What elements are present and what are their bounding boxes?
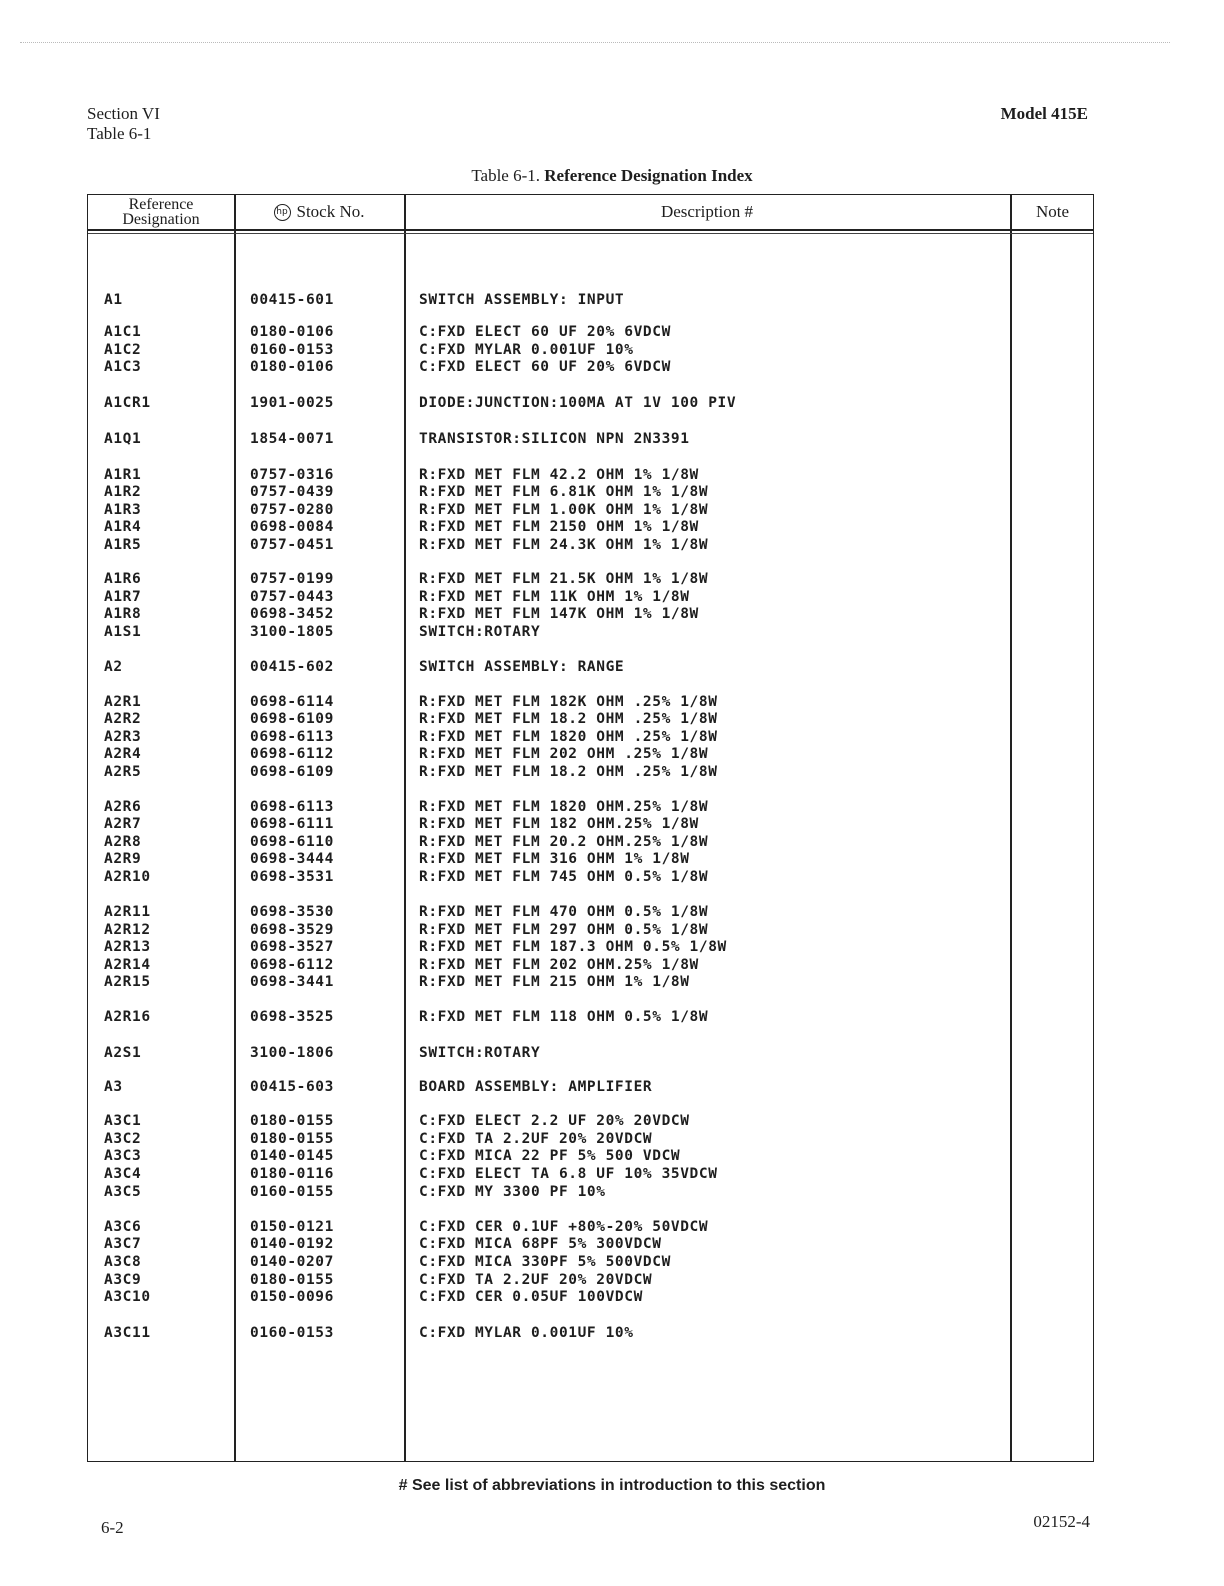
document-code: 02152-4 — [1033, 1512, 1090, 1531]
part-description: R:FXD MET FLM 118 OHM 0.5% 1/8W — [419, 1009, 709, 1025]
table-row — [88, 1235, 1095, 1253]
table-row — [88, 903, 1095, 921]
stock-number: 0698-6109 — [250, 711, 334, 727]
table-row — [88, 1078, 1095, 1096]
stock-number: 0757-0439 — [250, 484, 334, 500]
reference-designation: A2S1 — [104, 1045, 142, 1061]
stock-number: 0757-0280 — [250, 502, 334, 518]
table-row — [88, 745, 1095, 763]
header-divider-inner — [88, 233, 1093, 234]
reference-designation: A2R16 — [104, 1009, 151, 1025]
column-header-note: Note — [1035, 202, 1070, 221]
reference-designation: A2R12 — [104, 922, 151, 938]
table-row — [88, 394, 1095, 412]
table-row — [88, 341, 1095, 359]
part-description: R:FXD MET FLM 182 OHM.25% 1/8W — [419, 816, 699, 832]
reference-designation: A2R5 — [104, 764, 142, 780]
part-description: C:FXD ELECT TA 6.8 UF 10% 35VDCW — [419, 1166, 718, 1182]
table-row — [88, 1165, 1095, 1183]
part-description: BOARD ASSEMBLY: AMPLIFIER — [419, 1079, 653, 1095]
stock-number: 00415-601 — [250, 292, 334, 308]
reference-designation: A2R15 — [104, 974, 151, 990]
table-row — [88, 1271, 1095, 1289]
table-row — [88, 1130, 1095, 1148]
reference-designation: A1R2 — [104, 484, 142, 500]
stock-number: 0180-0155 — [250, 1113, 334, 1129]
reference-designation: A3C1 — [104, 1113, 142, 1129]
column-header-reference — [88, 195, 234, 229]
table-row — [88, 483, 1095, 501]
stock-number: 0757-0199 — [250, 571, 334, 587]
table-row — [88, 938, 1095, 956]
stock-number: 0140-0145 — [250, 1148, 334, 1164]
reference-designation: A2R2 — [104, 711, 142, 727]
table-row — [88, 973, 1095, 991]
reference-designation: A2R10 — [104, 869, 151, 885]
table-row — [88, 588, 1095, 606]
reference-designation: A3C2 — [104, 1131, 142, 1147]
table-row — [88, 501, 1095, 519]
stock-number: 00415-602 — [250, 659, 334, 675]
hp-logo-icon: hp — [274, 204, 291, 221]
table-row — [88, 798, 1095, 816]
table-row — [88, 358, 1095, 376]
part-description: C:FXD CER 0.05UF 100VDCW — [419, 1289, 643, 1305]
table-row — [88, 868, 1095, 886]
stock-number: 0160-0153 — [250, 1325, 334, 1341]
stock-number: 0140-0192 — [250, 1236, 334, 1252]
part-description: SWITCH:ROTARY — [419, 624, 541, 640]
stock-number: 0698-6113 — [250, 729, 334, 745]
model-label: Model 415E — [1000, 104, 1088, 123]
reference-designation: A3 — [104, 1079, 123, 1095]
stock-number: 0698-3531 — [250, 869, 334, 885]
table-row — [88, 815, 1095, 833]
stock-number: 0698-3441 — [250, 974, 334, 990]
table-row — [88, 1253, 1095, 1271]
stock-number: 0757-0443 — [250, 589, 334, 605]
stock-number: 0698-3525 — [250, 1009, 334, 1025]
part-description: C:FXD CER 0.1UF +80%-20% 50VDCW — [419, 1219, 709, 1235]
part-description: R:FXD MET FLM 202 OHM.25% 1/8W — [419, 957, 699, 973]
stock-number: 0698-6112 — [250, 746, 334, 762]
stock-number: 0180-0106 — [250, 324, 334, 340]
part-description: R:FXD MET FLM 1820 OHM .25% 1/8W — [419, 729, 718, 745]
reference-designation: A3C6 — [104, 1219, 142, 1235]
table-row — [88, 323, 1095, 341]
stock-number: 0698-3529 — [250, 922, 334, 938]
part-description: SWITCH ASSEMBLY: INPUT — [419, 292, 625, 308]
table-row — [88, 623, 1095, 641]
stock-number: 0698-6114 — [250, 694, 334, 710]
part-description: R:FXD MET FLM 470 OHM 0.5% 1/8W — [419, 904, 709, 920]
table-row — [88, 956, 1095, 974]
reference-designation: A2R3 — [104, 729, 142, 745]
reference-designation: A2R6 — [104, 799, 142, 815]
table-ref-label: Table 6-1 — [87, 124, 152, 143]
part-description: C:FXD ELECT 2.2 UF 20% 20VDCW — [419, 1113, 690, 1129]
table-row — [88, 291, 1095, 309]
table-row — [88, 605, 1095, 623]
stock-number: 1854-0071 — [250, 431, 334, 447]
reference-designation: A3C7 — [104, 1236, 142, 1252]
reference-designation: A3C11 — [104, 1325, 151, 1341]
column-header-description: Description # — [660, 202, 754, 221]
stock-number: 0180-0106 — [250, 359, 334, 375]
part-description: R:FXD MET FLM 1.00K OHM 1% 1/8W — [419, 502, 709, 518]
column-header-reference-line2: Designation — [122, 211, 200, 228]
stock-number: 00415-603 — [250, 1079, 334, 1095]
part-description: R:FXD MET FLM 21.5K OHM 1% 1/8W — [419, 571, 709, 587]
stock-number: 0180-0155 — [250, 1272, 334, 1288]
table-row — [88, 466, 1095, 484]
reference-designation: A2R7 — [104, 816, 142, 832]
table-row — [88, 1112, 1095, 1130]
part-description: R:FXD MET FLM 316 OHM 1% 1/8W — [419, 851, 690, 867]
part-description: R:FXD MET FLM 11K OHM 1% 1/8W — [419, 589, 690, 605]
reference-designation: A2R11 — [104, 904, 151, 920]
stock-number: 0180-0116 — [250, 1166, 334, 1182]
stock-number: 0698-6112 — [250, 957, 334, 973]
table-row — [88, 1044, 1095, 1062]
table-row — [88, 1218, 1095, 1236]
table-row — [88, 1147, 1095, 1165]
part-description: R:FXD MET FLM 297 OHM 0.5% 1/8W — [419, 922, 709, 938]
part-description: R:FXD MET FLM 147K OHM 1% 1/8W — [419, 606, 699, 622]
reference-designation: A3C9 — [104, 1272, 142, 1288]
part-description: R:FXD MET FLM 202 OHM .25% 1/8W — [419, 746, 709, 762]
stock-number: 3100-1806 — [250, 1045, 334, 1061]
section-header — [87, 104, 160, 144]
part-description: C:FXD MICA 330PF 5% 500VDCW — [419, 1254, 671, 1270]
part-description: R:FXD MET FLM 20.2 OHM.25% 1/8W — [419, 834, 709, 850]
table-row — [88, 850, 1095, 868]
stock-number: 0698-6110 — [250, 834, 334, 850]
scan-edge-line — [20, 42, 1170, 43]
part-description: R:FXD MET FLM 42.2 OHM 1% 1/8W — [419, 467, 699, 483]
stock-number: 1901-0025 — [250, 395, 334, 411]
reference-designation: A1R6 — [104, 571, 142, 587]
reference-designation: A2R13 — [104, 939, 151, 955]
reference-designation: A2R8 — [104, 834, 142, 850]
part-description: SWITCH:ROTARY — [419, 1045, 541, 1061]
table-row — [88, 570, 1095, 588]
section-label: Section VI — [87, 104, 160, 123]
footnote: # See list of abbreviations in introduction to this section — [398, 1477, 826, 1494]
part-description: DIODE:JUNCTION:100MA AT 1V 100 PIV — [419, 395, 737, 411]
header-divider — [88, 229, 1093, 231]
reference-designation: A1R1 — [104, 467, 142, 483]
part-description: R:FXD MET FLM 182K OHM .25% 1/8W — [419, 694, 718, 710]
reference-designation: A3C5 — [104, 1184, 142, 1200]
table-row — [88, 921, 1095, 939]
stock-number: 0160-0153 — [250, 342, 334, 358]
stock-number: 0698-3527 — [250, 939, 334, 955]
column-header-reference-line1: Reference — [128, 196, 194, 213]
stock-number: 0160-0155 — [250, 1184, 334, 1200]
table-row — [88, 518, 1095, 536]
page-number: 6-2 — [101, 1518, 124, 1537]
part-description: R:FXD MET FLM 24.3K OHM 1% 1/8W — [419, 537, 709, 553]
reference-designation: A1R4 — [104, 519, 142, 535]
part-description: R:FXD MET FLM 18.2 OHM .25% 1/8W — [419, 711, 718, 727]
reference-designation: A1CR1 — [104, 395, 151, 411]
part-description: C:FXD MY 3300 PF 10% — [419, 1184, 606, 1200]
stock-number: 0757-0316 — [250, 467, 334, 483]
part-description: R:FXD MET FLM 18.2 OHM .25% 1/8W — [419, 764, 718, 780]
part-description: R:FXD MET FLM 6.81K OHM 1% 1/8W — [419, 484, 709, 500]
part-description: R:FXD MET FLM 187.3 OHM 0.5% 1/8W — [419, 939, 727, 955]
table-row — [88, 658, 1095, 676]
reference-designation: A1C3 — [104, 359, 142, 375]
table-row — [88, 536, 1095, 554]
reference-designation: A1R5 — [104, 537, 142, 553]
stock-number: 0140-0207 — [250, 1254, 334, 1270]
part-description: C:FXD MYLAR 0.001UF 10% — [419, 1325, 634, 1341]
reference-designation: A3C4 — [104, 1166, 142, 1182]
reference-designation: A1 — [104, 292, 123, 308]
reference-designation: A2R14 — [104, 957, 151, 973]
reference-designation: A1C1 — [104, 324, 142, 340]
part-description: C:FXD TA 2.2UF 20% 20VDCW — [419, 1131, 653, 1147]
column-header-stock-label: Stock No. — [296, 202, 365, 221]
part-description: C:FXD MYLAR 0.001UF 10% — [419, 342, 634, 358]
reference-designation: A2R9 — [104, 851, 142, 867]
stock-number: 3100-1805 — [250, 624, 334, 640]
part-description: C:FXD TA 2.2UF 20% 20VDCW — [419, 1272, 653, 1288]
stock-number: 0180-0155 — [250, 1131, 334, 1147]
stock-number: 0698-6113 — [250, 799, 334, 815]
column-header-stock — [234, 195, 404, 229]
table-row — [88, 710, 1095, 728]
part-description: SWITCH ASSEMBLY: RANGE — [419, 659, 625, 675]
stock-number: 0698-3530 — [250, 904, 334, 920]
part-description: C:FXD MICA 68PF 5% 300VDCW — [419, 1236, 662, 1252]
reference-designation: A1C2 — [104, 342, 142, 358]
table-row — [88, 430, 1095, 448]
reference-designation: A1R8 — [104, 606, 142, 622]
reference-designation: A2 — [104, 659, 123, 675]
reference-designation: A1R7 — [104, 589, 142, 605]
reference-designation: A3C8 — [104, 1254, 142, 1270]
stock-number: 0698-3444 — [250, 851, 334, 867]
reference-table — [87, 194, 1094, 1462]
part-description: C:FXD ELECT 60 UF 20% 6VDCW — [419, 324, 671, 340]
part-description: R:FXD MET FLM 215 OHM 1% 1/8W — [419, 974, 690, 990]
stock-number: 0698-3452 — [250, 606, 334, 622]
reference-designation: A3C10 — [104, 1289, 151, 1305]
table-row — [88, 1324, 1095, 1342]
stock-number: 0698-0084 — [250, 519, 334, 535]
stock-number: 0150-0096 — [250, 1289, 334, 1305]
table-row — [88, 1183, 1095, 1201]
stock-number: 0757-0451 — [250, 537, 334, 553]
table-row — [88, 693, 1095, 711]
part-description: R:FXD MET FLM 1820 OHM.25% 1/8W — [419, 799, 709, 815]
caption-title: Reference Designation Index — [544, 166, 753, 185]
stock-number: 0698-6111 — [250, 816, 334, 832]
part-description: TRANSISTOR:SILICON NPN 2N3391 — [419, 431, 690, 447]
reference-designation: A2R1 — [104, 694, 142, 710]
table-caption — [0, 166, 1224, 186]
table-row — [88, 1008, 1095, 1026]
part-description: C:FXD MICA 22 PF 5% 500 VDCW — [419, 1148, 681, 1164]
reference-designation: A3C3 — [104, 1148, 142, 1164]
table-row — [88, 833, 1095, 851]
part-description: R:FXD MET FLM 745 OHM 0.5% 1/8W — [419, 869, 709, 885]
reference-designation: A2R4 — [104, 746, 142, 762]
stock-number: 0150-0121 — [250, 1219, 334, 1235]
caption-prefix: Table 6-1. — [471, 166, 541, 185]
part-description: R:FXD MET FLM 2150 OHM 1% 1/8W — [419, 519, 699, 535]
reference-designation: A1S1 — [104, 624, 142, 640]
stock-number: 0698-6109 — [250, 764, 334, 780]
reference-designation: A1Q1 — [104, 431, 142, 447]
reference-designation: A1R3 — [104, 502, 142, 518]
table-row — [88, 728, 1095, 746]
table-row — [88, 763, 1095, 781]
part-description: C:FXD ELECT 60 UF 20% 6VDCW — [419, 359, 671, 375]
table-row — [88, 1288, 1095, 1306]
